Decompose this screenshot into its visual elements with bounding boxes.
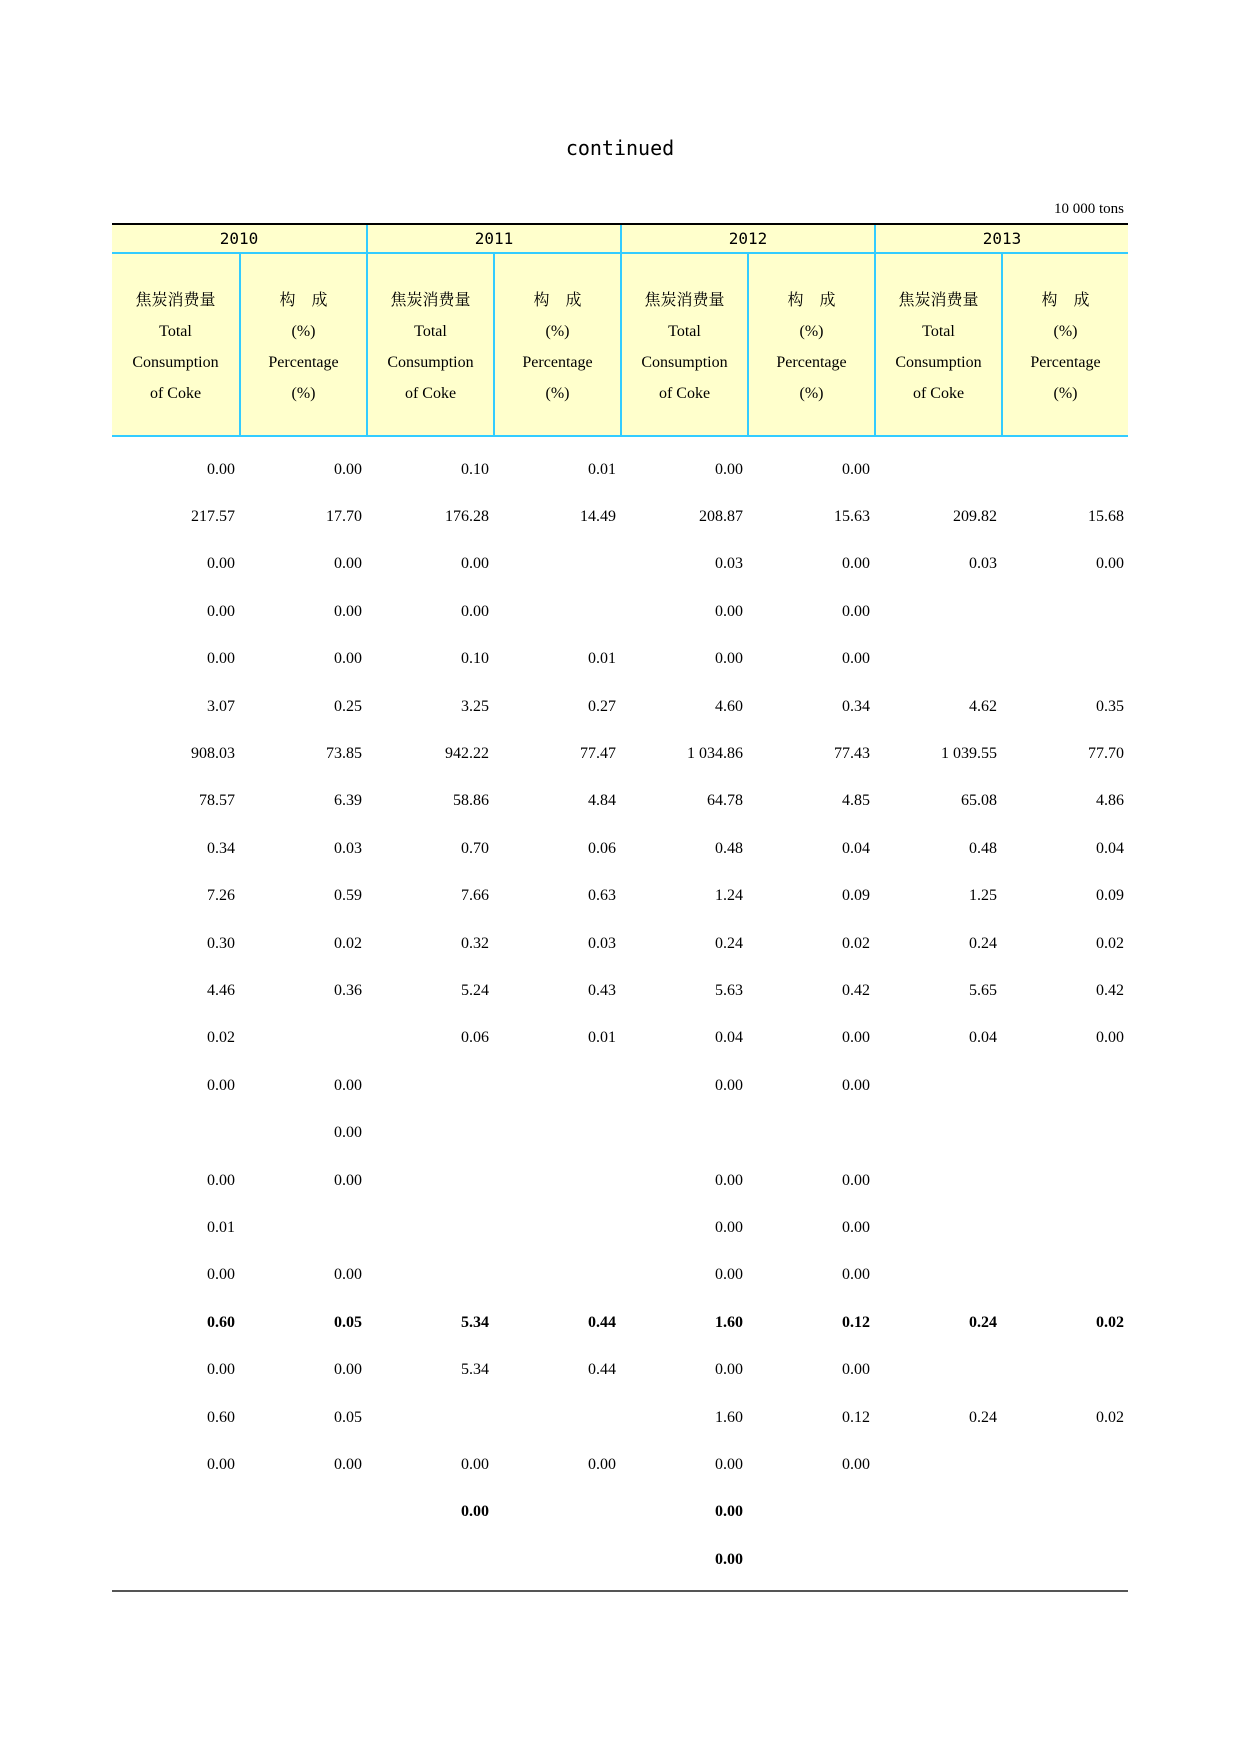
table-row [112, 1489, 1128, 1536]
table-row [112, 1252, 1128, 1299]
header-line: (%) [1053, 385, 1078, 402]
table-cell: 77.43 [834, 745, 870, 763]
table-cell: 0.01 [588, 460, 616, 478]
table-cell: 0.00 [461, 555, 489, 573]
table-cell: 0.00 [461, 1455, 489, 1473]
table-cell: 0.00 [842, 555, 870, 573]
table-cell: 0.48 [969, 839, 997, 857]
table-cell: 0.00 [207, 1076, 235, 1094]
table-cell: 0.05 [334, 1313, 362, 1331]
table-cell: 5.65 [969, 981, 997, 999]
table-cell: 0.60 [207, 1408, 235, 1426]
column-header-percentage [493, 254, 620, 436]
table-cell: 0.00 [842, 1266, 870, 1284]
table-cell: 5.24 [461, 981, 489, 999]
table-cell: 65.08 [961, 792, 997, 810]
table-cell: 0.00 [207, 1455, 235, 1473]
table-cell: 0.00 [334, 1076, 362, 1094]
table-cell: 0.00 [842, 460, 870, 478]
table-cell: 4.60 [715, 697, 743, 715]
header-line: Consumption [132, 354, 219, 371]
table-cell: 77.70 [1088, 745, 1124, 763]
table-row [112, 1536, 1128, 1583]
table-cell: 0.00 [715, 1455, 743, 1473]
table-cell: 0.00 [334, 1361, 362, 1379]
table-cell: 4.85 [842, 792, 870, 810]
table-row [112, 920, 1128, 967]
header-line: (%) [1053, 323, 1078, 340]
header-line: Total [668, 323, 701, 340]
table-cell: 209.82 [953, 508, 997, 526]
table-cell: 3.07 [207, 697, 235, 715]
table-cell: 3.25 [461, 697, 489, 715]
header-line: 构 成 [533, 292, 582, 309]
table-cell: 0.02 [1096, 1313, 1124, 1331]
table-cell: 0.44 [588, 1361, 616, 1379]
header-line: Total [414, 323, 447, 340]
table-cell: 4.84 [588, 792, 616, 810]
table-cell: 1 039.55 [941, 745, 997, 763]
table-cell: 1 034.86 [687, 745, 743, 763]
table-cell: 0.00 [842, 1171, 870, 1189]
table-cell: 0.12 [842, 1408, 870, 1426]
table-cell: 908.03 [191, 745, 235, 763]
page-title: continued [565, 136, 675, 160]
table-cell: 0.00 [715, 460, 743, 478]
table-cell: 0.25 [334, 697, 362, 715]
table-cell: 0.00 [207, 1171, 235, 1189]
table-cell: 1.24 [715, 887, 743, 905]
table-row [112, 1062, 1128, 1109]
table-cell: 0.04 [842, 839, 870, 857]
header-line: Consumption [895, 354, 982, 371]
table-cell: 0.10 [461, 650, 489, 668]
table-row [112, 778, 1128, 825]
table-cell: 4.46 [207, 981, 235, 999]
column-header-consumption [366, 254, 493, 436]
table-row [112, 1394, 1128, 1441]
table-cell: 0.63 [588, 887, 616, 905]
header-line: Percentage [776, 354, 847, 371]
header-line: of Coke [658, 385, 711, 402]
table-cell: 73.85 [326, 745, 362, 763]
table-cell: 0.03 [588, 934, 616, 952]
unit-label: 10 000 tons [1053, 201, 1124, 217]
table-cell: 0.27 [588, 697, 616, 715]
year-header: 2012 [620, 225, 874, 253]
table-cell: 5.63 [715, 981, 743, 999]
table-cell: 0.00 [334, 460, 362, 478]
table-cell: 0.00 [207, 602, 235, 620]
header-line: (%) [291, 385, 316, 402]
table-cell: 0.60 [207, 1313, 235, 1331]
table-cell: 5.34 [461, 1361, 489, 1379]
table-cell: 0.12 [842, 1313, 870, 1331]
table-cell: 6.39 [334, 792, 362, 810]
table-row [112, 825, 1128, 872]
header-line: 构 成 [1041, 292, 1090, 309]
table-cell: 0.00 [715, 1550, 743, 1568]
table-cell: 0.00 [1096, 1029, 1124, 1047]
header-line: 焦炭消费量 [135, 292, 216, 309]
table-cell: 0.42 [842, 981, 870, 999]
table-cell: 0.00 [715, 650, 743, 668]
table-cell: 0.10 [461, 460, 489, 478]
table-cell: 0.44 [588, 1313, 616, 1331]
table-cell: 7.26 [207, 887, 235, 905]
table-row [112, 541, 1128, 588]
header-line: 焦炭消费量 [898, 292, 979, 309]
table-cell: 4.62 [969, 697, 997, 715]
table-cell: 0.48 [715, 839, 743, 857]
table-cell: 0.34 [207, 839, 235, 857]
table-cell: 0.24 [969, 934, 997, 952]
table-cell: 0.00 [334, 1124, 362, 1142]
table-row [112, 493, 1128, 540]
table-row [112, 588, 1128, 635]
table-cell: 17.70 [326, 508, 362, 526]
table-cell: 0.00 [207, 650, 235, 668]
table-cell: 0.01 [588, 1029, 616, 1047]
table-cell: 78.57 [199, 792, 235, 810]
table-cell: 0.24 [715, 934, 743, 952]
table-cell: 0.24 [969, 1313, 997, 1331]
table-cell: 0.43 [588, 981, 616, 999]
header-line: 焦炭消费量 [644, 292, 725, 309]
table-cell: 0.00 [842, 1029, 870, 1047]
table-cell: 0.32 [461, 934, 489, 952]
year-header: 2013 [874, 225, 1128, 253]
header-line: Total [922, 323, 955, 340]
table-cell: 0.00 [334, 1171, 362, 1189]
header-line: (%) [799, 323, 824, 340]
table-cell: 15.63 [834, 508, 870, 526]
header-line: of Coke [912, 385, 965, 402]
year-header: 2010 [219, 229, 259, 248]
header-line: Consumption [387, 354, 474, 371]
table-bottom-rule [112, 1590, 1128, 1592]
table-cell: 0.59 [334, 887, 362, 905]
table-cell: 0.34 [842, 697, 870, 715]
table-cell: 0.04 [969, 1029, 997, 1047]
table-cell: 0.00 [461, 602, 489, 620]
column-header-percentage [1001, 254, 1128, 436]
table-cell: 0.02 [334, 934, 362, 952]
table-cell: 208.87 [699, 508, 743, 526]
table-cell: 4.86 [1096, 792, 1124, 810]
table-cell: 0.00 [842, 1455, 870, 1473]
table-cell: 0.01 [588, 650, 616, 668]
header-line: of Coke [149, 385, 202, 402]
table-cell: 0.03 [969, 555, 997, 573]
table-cell: 0.30 [207, 934, 235, 952]
table-cell: 0.00 [842, 650, 870, 668]
table-cell: 0.00 [588, 1455, 616, 1473]
table-cell: 0.24 [969, 1408, 997, 1426]
table-cell: 0.06 [461, 1029, 489, 1047]
header-line: (%) [545, 385, 570, 402]
column-header-rule [112, 435, 1128, 437]
column-header-consumption [112, 254, 239, 436]
table-cell: 14.49 [580, 508, 616, 526]
table-cell: 0.00 [715, 1076, 743, 1094]
header-line: Percentage [1030, 354, 1101, 371]
table-cell: 0.09 [842, 887, 870, 905]
table-cell: 77.47 [580, 745, 616, 763]
table-cell: 0.00 [207, 1266, 235, 1284]
table-cell: 942.22 [445, 745, 489, 763]
table-row [112, 1204, 1128, 1251]
table-cell: 15.68 [1088, 508, 1124, 526]
table-cell: 0.02 [842, 934, 870, 952]
table-cell: 0.00 [715, 1218, 743, 1236]
column-header-percentage [747, 254, 874, 436]
table-cell: 0.00 [334, 602, 362, 620]
header-line: 构 成 [279, 292, 328, 309]
table-cell: 0.00 [461, 1503, 489, 1521]
table-cell: 7.66 [461, 887, 489, 905]
table-cell: 5.34 [461, 1313, 489, 1331]
table-cell: 0.00 [1096, 555, 1124, 573]
table-cell: 0.00 [715, 1266, 743, 1284]
table-row [112, 636, 1128, 683]
table-cell: 0.00 [207, 555, 235, 573]
table-cell: 176.28 [445, 508, 489, 526]
table-cell: 0.00 [715, 1171, 743, 1189]
table-cell: 0.04 [1096, 839, 1124, 857]
table-cell: 0.00 [842, 1218, 870, 1236]
table-row [112, 683, 1128, 730]
table-row [112, 1299, 1128, 1346]
table-cell: 0.01 [207, 1218, 235, 1236]
header-line: 构 成 [787, 292, 836, 309]
table-cell: 0.05 [334, 1408, 362, 1426]
header-line: of Coke [404, 385, 457, 402]
table-row [112, 1441, 1128, 1488]
column-header-consumption [874, 254, 1001, 436]
table-row [112, 446, 1128, 493]
header-line: Total [159, 323, 192, 340]
header-line: Percentage [522, 354, 593, 371]
header-line: (%) [291, 323, 316, 340]
table-cell: 0.03 [715, 555, 743, 573]
table-row [112, 730, 1128, 777]
table-row [112, 873, 1128, 920]
table-cell: 0.00 [715, 1361, 743, 1379]
table-cell: 0.42 [1096, 981, 1124, 999]
table-cell: 0.00 [842, 1361, 870, 1379]
header-line: (%) [545, 323, 570, 340]
table-cell: 0.00 [334, 1455, 362, 1473]
table-cell: 0.03 [334, 839, 362, 857]
table-cell: 0.00 [207, 460, 235, 478]
table-row [112, 967, 1128, 1014]
table-cell: 0.00 [334, 1266, 362, 1284]
header-line: (%) [799, 385, 824, 402]
table-cell: 0.35 [1096, 697, 1124, 715]
table-row [112, 1109, 1128, 1156]
table-row [112, 1157, 1128, 1204]
table-cell: 0.02 [1096, 1408, 1124, 1426]
table-cell: 0.02 [1096, 934, 1124, 952]
table-cell: 0.02 [207, 1029, 235, 1047]
table-row [112, 1346, 1128, 1393]
column-header-consumption [620, 254, 747, 436]
table-cell: 0.09 [1096, 887, 1124, 905]
header-line: Consumption [641, 354, 728, 371]
table-cell: 1.25 [969, 887, 997, 905]
table-cell: 0.00 [334, 555, 362, 573]
table-cell: 0.36 [334, 981, 362, 999]
table-cell: 0.04 [715, 1029, 743, 1047]
table-body [112, 446, 1128, 1583]
table-cell: 0.00 [715, 602, 743, 620]
table-cell: 58.86 [453, 792, 489, 810]
table-cell: 0.00 [842, 602, 870, 620]
table-cell: 0.70 [461, 839, 489, 857]
table-cell: 0.06 [588, 839, 616, 857]
table-cell: 1.60 [715, 1408, 743, 1426]
header-line: 焦炭消费量 [390, 292, 471, 309]
table-cell: 1.60 [715, 1313, 743, 1331]
table-cell: 0.00 [334, 650, 362, 668]
year-header-row [112, 225, 1128, 253]
year-header: 2011 [366, 225, 620, 253]
header-line: Percentage [268, 354, 339, 371]
column-header-row [112, 254, 1128, 436]
table-cell: 0.00 [715, 1503, 743, 1521]
table-row [112, 1015, 1128, 1062]
column-header-percentage [239, 254, 366, 436]
table-cell: 0.00 [842, 1076, 870, 1094]
table-cell: 217.57 [191, 508, 235, 526]
table-cell: 0.00 [207, 1361, 235, 1379]
table-cell: 64.78 [707, 792, 743, 810]
